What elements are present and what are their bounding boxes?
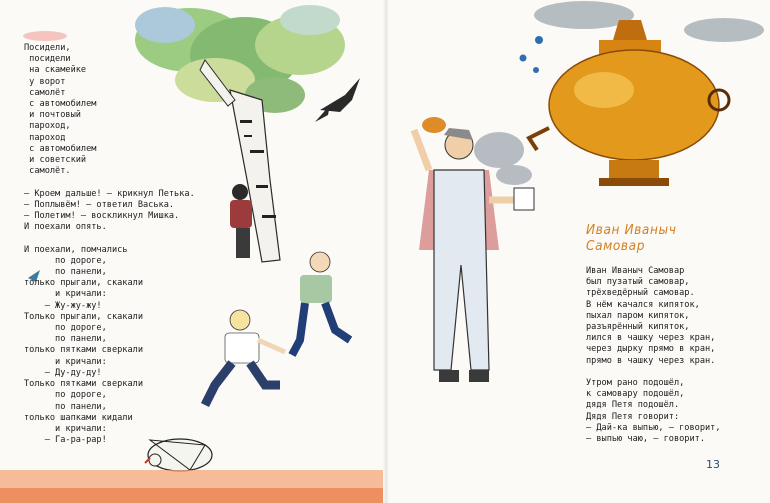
- poem-right-text: Иван Иваныч Самовар был пузатый самовар, трёхведёрный самовар. В нём качался кипяток, пыхал паром кипяток, разъярённый кипяток, лился в чашку через кран, через дырку прямо в кран, прямо в чашку через кран. Утром рано подошёл, к самовару подошёл, дядя Петя подошёл. Дядя Петя говорит: – Дай-ка выпью, – говорит, – выпью чаю, – говорит.: [586, 266, 721, 445]
- boy-running-green: [292, 252, 350, 355]
- boy-climbing: [230, 184, 252, 258]
- boy-running-white: [205, 310, 285, 405]
- brush-stroke: [23, 31, 67, 41]
- poem-title-line-2: Самовар: [586, 238, 646, 254]
- page-number: 13: [706, 458, 720, 471]
- poem-left-text: Посидели, посидели на скамейке у ворот самолёт с автомобилем и почтовый пароход, пароход с автомобилем и советский самолёт. – Кроем дальше! – крикнул Петька. – Поплывём! – ответил Васька. – Полетим! – воскликнул Мишка. И поехали опять. И поехали, помчались по дороге, по панели, только прыгали, скакали и кричали: – Жу-жу-жу! Только прыгали, скакали по дороге, по панели, только пятками сверкали и кричали: – Ду-ду-ду! Только пятками сверкали по дороге, по панели, только шапками кидали и кричали: – Га-ра-рар!: [24, 43, 195, 446]
- crow: [315, 78, 360, 122]
- poem-title: [586, 222, 676, 254]
- poem-title-line-1: Иван Иваныч: [586, 222, 677, 238]
- blue-dots: [520, 36, 544, 73]
- samovar: [529, 20, 729, 186]
- book-gutter: [383, 0, 389, 503]
